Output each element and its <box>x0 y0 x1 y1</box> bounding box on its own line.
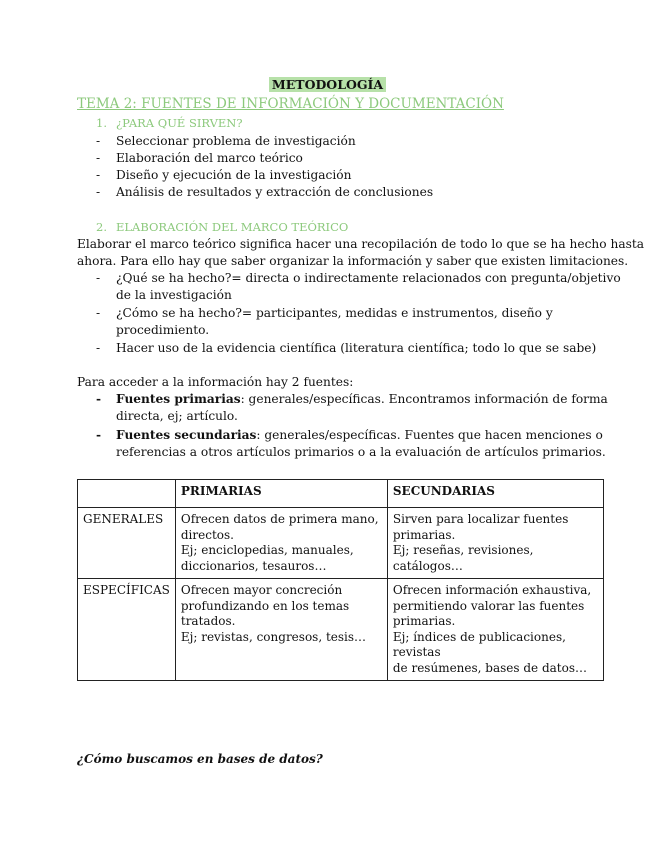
table-row <box>78 508 604 579</box>
list-item <box>116 391 608 408</box>
cell-line: Ofrecen información exhaustiva, <box>392 583 592 597</box>
bullet-dash: - <box>96 151 101 165</box>
list-item: Análisis de resultados y extracción de conclusiones <box>116 185 434 199</box>
section2-number: 2. <box>96 220 107 234</box>
list-item: ¿Qué se ha hecho?= directa o indirectamente relacionados con pregunta/objetivo <box>116 271 621 285</box>
cell-line: tratados. <box>180 614 236 628</box>
bullet-dash: - <box>96 134 101 148</box>
cell-line: Ej; reseñas, revisiones, catálogos… <box>392 543 534 573</box>
cell-line: primarias. <box>392 527 456 542</box>
list-item: Hacer uso de la evidencia científica (literatura científica; todo lo que se sabe) <box>116 341 597 355</box>
list-item: Seleccionar problema de investigación <box>116 134 356 148</box>
bullet-dash: - <box>96 271 101 285</box>
cell-line: Ej; enciclopedias, manuales, <box>180 543 354 557</box>
secondary-sources-label: Fuentes secundarias <box>116 428 257 442</box>
table-row <box>78 579 604 681</box>
paragraph-line: Elaborar el marco teórico significa hacer una recopilación de todo lo que se ha hecho hasta <box>77 237 645 251</box>
closing-question: ¿Cómo buscamos en bases de datos? <box>77 752 323 766</box>
list-item-continuation: procedimiento. <box>116 323 210 337</box>
bullet-dash: - <box>96 428 102 442</box>
cell-line: permitiendo valorar las fuentes <box>392 598 585 613</box>
cell-line: Ej; índices de publicaciones, revistas <box>392 629 566 659</box>
table-cell <box>387 508 603 579</box>
primary-sources-text: : generales/específicas. Encontramos información de forma <box>240 392 608 406</box>
table-header-cell <box>78 480 176 508</box>
sources-table <box>77 479 604 681</box>
list-item: Elaboración del marco teórico <box>116 151 303 165</box>
table-cell <box>175 508 387 579</box>
bullet-dash: - <box>96 168 101 182</box>
bullet-dash: - <box>96 185 101 199</box>
table-row-label: GENERALES <box>78 508 176 579</box>
paragraph-line: ahora. Para ello hay que saber organizar la información y saber que existen limitaciones. <box>77 254 629 268</box>
cell-line: Ej; revistas, congresos, tesis… <box>180 629 367 644</box>
cell-line: Ofrecen datos de primera mano, <box>180 512 379 526</box>
table-cell <box>387 579 603 681</box>
cell-line: de resúmenes, bases de datos… <box>392 660 588 675</box>
bullet-dash: - <box>96 341 101 355</box>
cell-line: Ofrecen mayor concreción <box>180 583 343 597</box>
list-item-continuation: referencias a otros artículos primarios o a la evaluación de artículos primarios. <box>116 445 606 459</box>
bullet-dash: - <box>96 306 101 320</box>
list-item-continuation: de la investigación <box>116 288 232 302</box>
table-cell <box>175 579 387 681</box>
primary-sources-label: Fuentes primarias <box>116 392 241 406</box>
list-item: ¿Cómo se ha hecho?= participantes, medidas e instrumentos, diseño y <box>116 306 553 320</box>
list-item-continuation: directa, ej; artículo. <box>116 409 238 423</box>
table-header-cell: PRIMARIAS <box>175 480 387 508</box>
cell-line: directos. <box>180 527 234 542</box>
page-title <box>0 77 655 92</box>
table-header-row <box>78 480 604 508</box>
list-item <box>116 427 603 444</box>
section2-heading: ELABORACIÓN DEL MARCO TEÓRICO <box>116 220 349 234</box>
cell-line: profundizando en los temas <box>180 598 350 613</box>
table-header-cell: SECUNDARIAS <box>387 480 603 508</box>
table-row-label: ESPECÍFICAS <box>78 579 176 681</box>
cell-line: primarias. <box>392 614 456 628</box>
secondary-sources-text: : generales/específicas. Fuentes que hacen menciones o <box>256 428 603 442</box>
sources-intro: Para acceder a la información hay 2 fuentes: <box>77 375 354 389</box>
section1-heading: ¿PARA QUÉ SIRVEN? <box>116 116 243 130</box>
bullet-dash: - <box>96 392 102 406</box>
title-highlight: METODOLOGÍA <box>269 77 386 92</box>
section1-number: 1. <box>96 116 107 130</box>
topic-heading: TEMA 2: FUENTES DE INFORMACIÓN Y DOCUMENTACIÓN <box>77 96 504 112</box>
cell-line: Sirven para localizar fuentes <box>392 512 569 526</box>
cell-line: diccionarios, tesauros… <box>180 558 327 573</box>
list-item: Diseño y ejecución de la investigación <box>116 168 352 182</box>
